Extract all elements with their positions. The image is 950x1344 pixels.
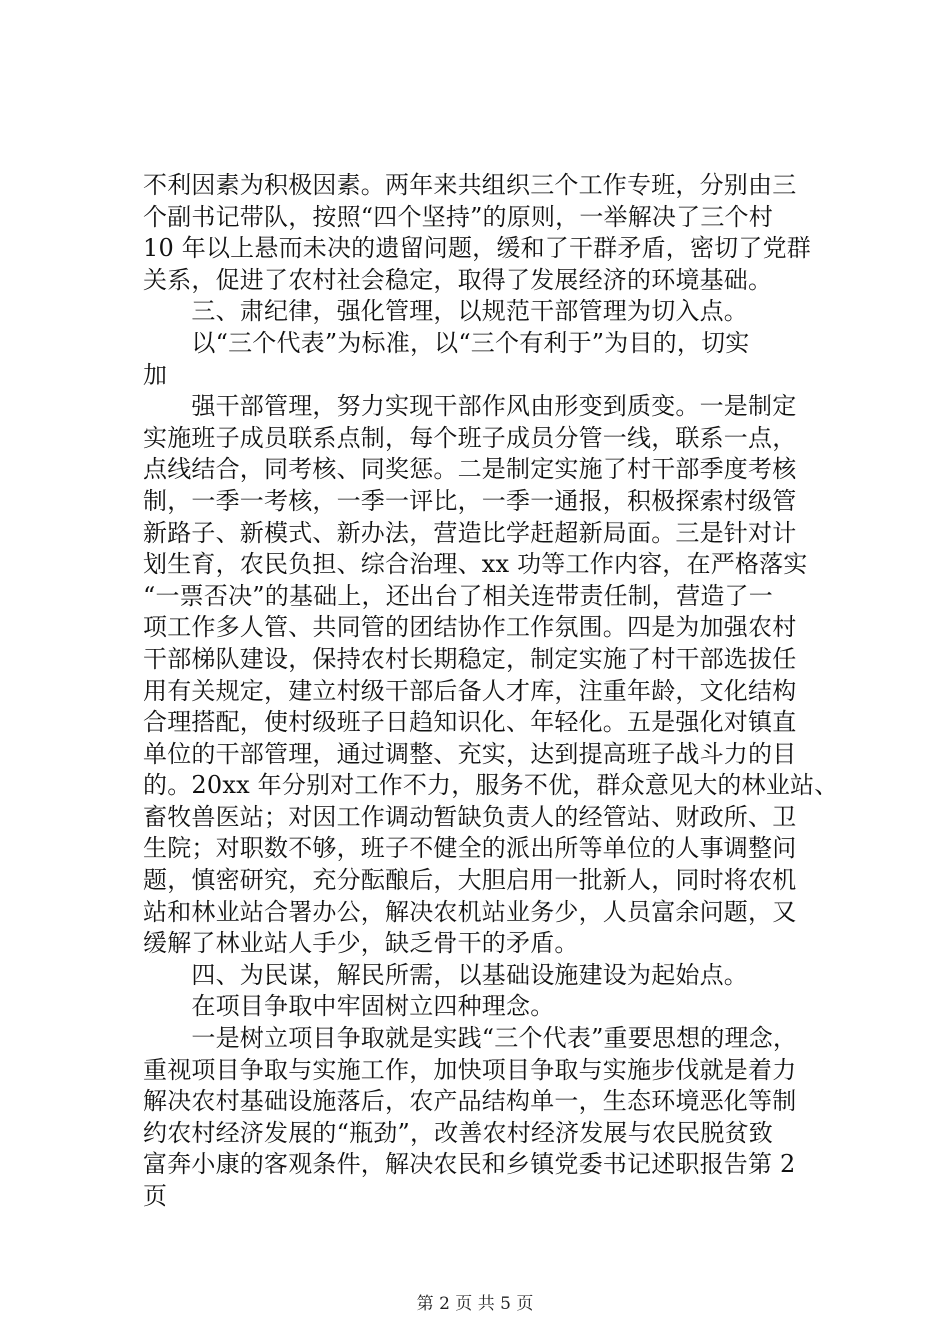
section-heading-3: 三、肃纪律，强化管理，以规范干部管理为切入点。 bbox=[143, 297, 748, 326]
text-line: 在项目争取中牢固树立四种理念。 bbox=[143, 992, 555, 1021]
text-line: “一票否决”的基础上，还出台了相关连带责任制，营造了一 bbox=[143, 581, 773, 610]
text-line: 实施班子成员联系点制，每个班子成员分管一线，联系一点， bbox=[143, 423, 797, 452]
text-line: 富奔小康的客观条件，解决农民和乡镇党委书记述职报告第 2 bbox=[143, 1150, 796, 1179]
text-line: 缓解了林业站人手少，缺乏骨干的矛盾。 bbox=[143, 929, 579, 958]
text-line: 新路子、新模式、新办法，营造比学赶超新局面。三是针对计 bbox=[143, 518, 797, 547]
text-line: 解决农村基础设施落后，农产品结构单一，生态环境恶化等制 bbox=[143, 1087, 797, 1116]
text-line: 页 bbox=[143, 1182, 168, 1210]
text-line: 项工作多人管、共同管的团结协作工作氛围。四是为加强农村 bbox=[143, 613, 797, 642]
text-line: 一是树立项目争取就是实践“三个代表”重要思想的理念， bbox=[143, 1024, 798, 1053]
document-body bbox=[143, 170, 839, 1213]
text-line: 强干部管理，努力实现干部作风由形变到质变。一是制定 bbox=[143, 392, 797, 421]
text-line: 个副书记带队，按照“四个坚持”的原则，一举解决了三个村 bbox=[143, 202, 773, 231]
text-line: 划生育，农民负担、综合治理、xx 功等工作内容，在严格落实 bbox=[143, 550, 808, 579]
text-line: 重视项目争取与实施工作，加快项目争取与实施步伐就是着力 bbox=[143, 1055, 797, 1084]
text-line: 站和林业站合署办公，解决农机站业务少，人员富余问题，又 bbox=[143, 897, 797, 926]
text-line: 以“三个代表”为标准，以“三个有利于”为目的，切实 bbox=[143, 328, 750, 357]
text-line: 加 bbox=[143, 360, 168, 389]
page-number-footer: 第 2 页 共 5 页 bbox=[416, 1294, 534, 1314]
text-line: 关系，促进了农村社会稳定，取得了发展经济的环境基础。 bbox=[143, 265, 773, 294]
text-line: 不利因素为积极因素。两年来共组织三个工作专班，分别由三 bbox=[143, 171, 797, 199]
text-line: 畜牧兽医站；对因工作调动暂缺负责人的经管站、财政所、卫 bbox=[143, 802, 797, 831]
text-line: 合理搭配，使村级班子日趋知识化、年轻化。五是强化对镇直 bbox=[143, 708, 797, 737]
text-line: 题，慎密研究，充分酝酿后，大胆启用一批新人，同时将农机 bbox=[143, 866, 797, 895]
text-line: 约农村经济发展的“瓶劲”，改善农村经济发展与农民脱贫致 bbox=[143, 1118, 773, 1147]
text-line: 用有关规定，建立村级干部后备人才库，注重年龄，文化结构 bbox=[143, 676, 797, 705]
text-line: 的。20xx 年分别对工作不力，服务不优，群众意见大的林业站、 bbox=[143, 771, 839, 800]
text-line: 制，一季一考核，一季一评比，一季一通报，积极探索村级管 bbox=[143, 486, 797, 515]
text-line: 生院；对职数不够，班子不健全的派出所等单位的人事调整问 bbox=[143, 834, 797, 863]
text-line: 10 年以上悬而未决的遗留问题，缓和了干群矛盾，密切了党群 bbox=[143, 234, 811, 263]
text-line: 点线结合，同考核、同奖惩。二是制定实施了村干部季度考核 bbox=[143, 455, 797, 484]
text-line: 单位的干部管理，通过调整、充实，达到提高班子战斗力的目 bbox=[143, 739, 797, 768]
text-line: 干部梯队建设，保持农村长期稳定，制定实施了村干部选拔任 bbox=[143, 644, 797, 673]
section-heading-4: 四、为民谋，解民所需，以基础设施建设为起始点。 bbox=[143, 960, 748, 989]
